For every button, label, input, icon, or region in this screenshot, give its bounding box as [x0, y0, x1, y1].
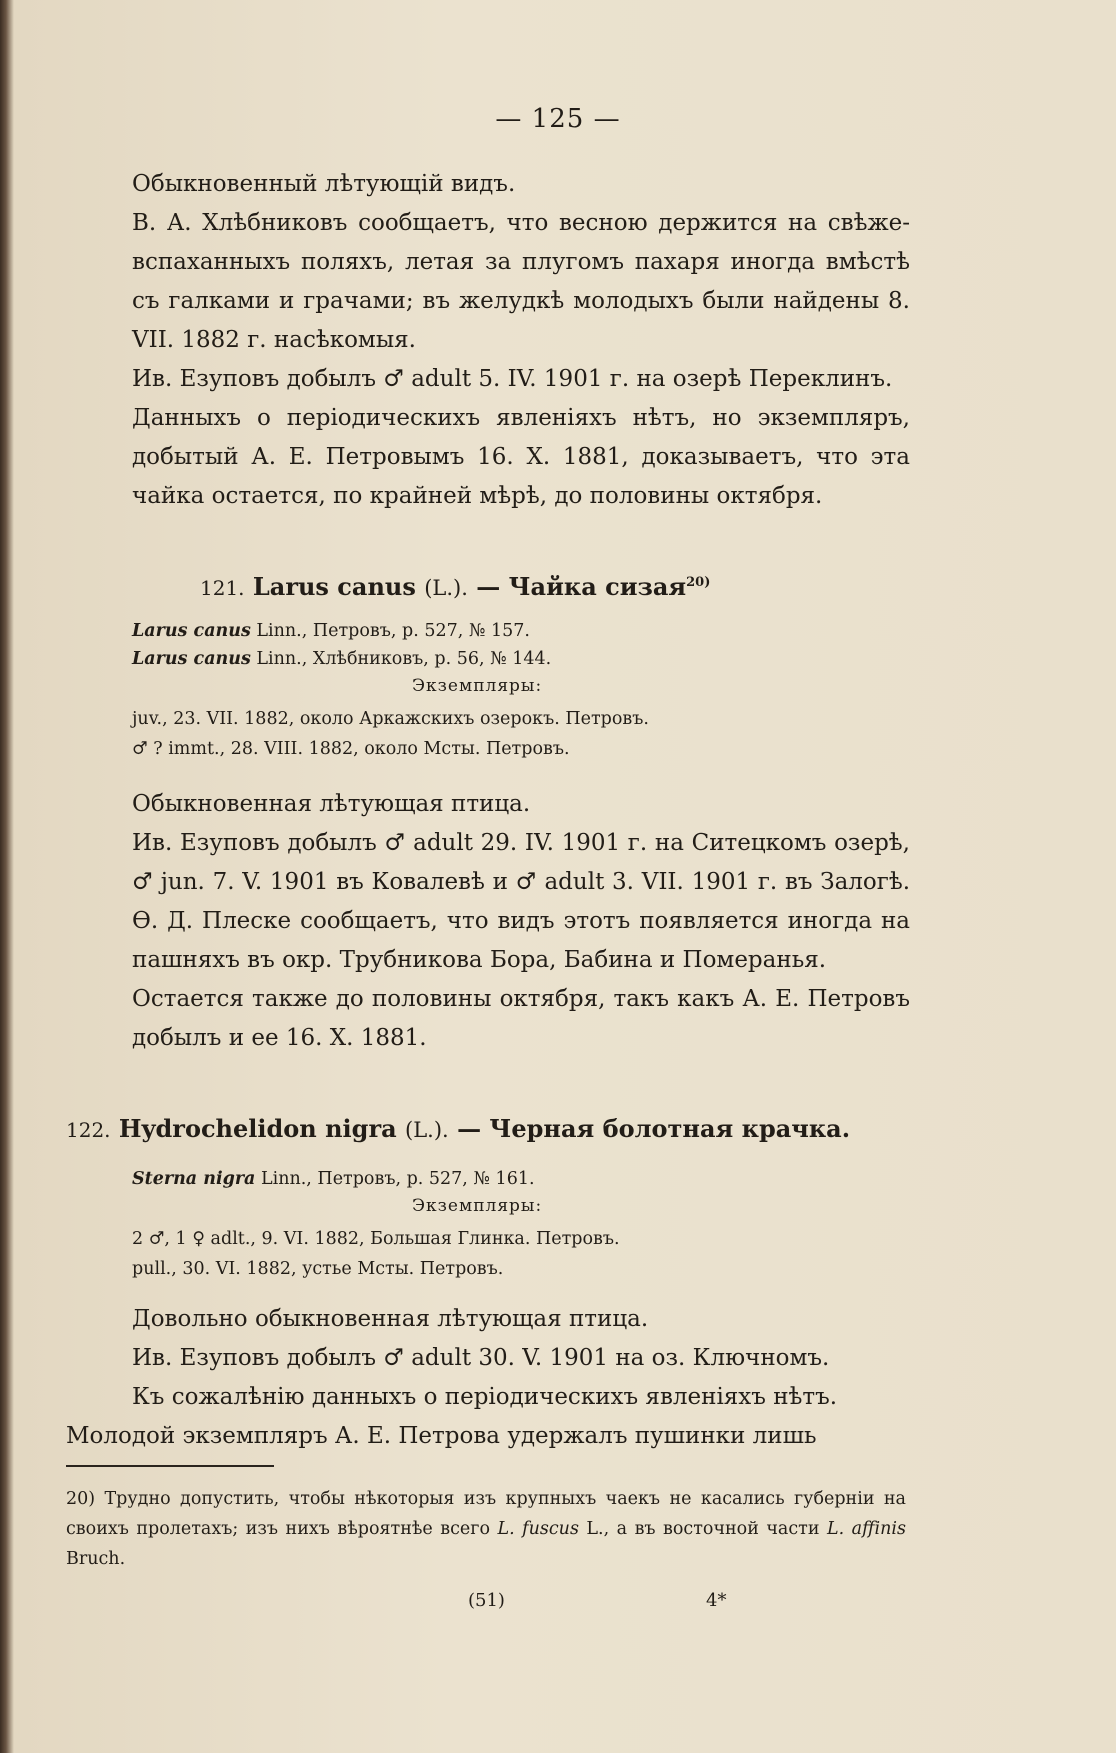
specimen-line: ♂ ? immt., 28. VIII. 1882, около Мсты. Петровъ. [132, 739, 570, 759]
synonym-line: Larus canus Linn., Хлѣбниковъ, р. 56, № 144. [132, 649, 552, 669]
paragraph: Остается также до половины октября, такъ какъ А. Е. Петровъ добылъ и ее 16. X. 1881. [132, 986, 910, 1051]
specimens-label: Экземпляры: [412, 676, 543, 696]
paragraph: Довольно обыкновенная лѣтующая птица. [132, 1306, 649, 1332]
paragraph: Ив. Езуповъ добылъ ♂ adult 30. V. 1901 на оз. Ключномъ. [132, 1345, 830, 1371]
footnote-rule [66, 1465, 274, 1467]
page-number: — 125 — [495, 104, 621, 134]
species-122-text-cont [66, 1417, 910, 1456]
footnote-ref: 20) [686, 575, 711, 590]
synonym-line: Larus canus Linn., Петровъ, р. 527, № 157. [132, 621, 530, 641]
paragraph: Къ сожалѣнію данныхъ о періодическихъ явленіяхъ нѣтъ. [132, 1384, 838, 1410]
intro-text [132, 165, 910, 516]
species-122-text [132, 1300, 910, 1417]
species-122-heading: 122. Hydrochelidon nigra (L.). — Черная болотная крачка. [66, 1114, 851, 1143]
signature-mark: (51) [468, 1590, 505, 1611]
footnote: 20) Трудно допустить, чтобы нѣкоторыя изъ крупныхъ чаекъ не касались губерніи на своихъ пролетахъ; изъ нихъ вѣроятнѣе всего L. fuscus L., а въ восточной части L. affinis Bruch. [66, 1489, 906, 1569]
paragraph: Ив. Езуповъ добылъ ♂ adult 5. IV. 1901 г. на озерѣ Переклинъ. [132, 366, 893, 392]
paragraph: Данныхъ о періодическихъ явленіяхъ нѣтъ, но экземпляръ, добытый А. Е. Петровымъ 16. X. 1881, доказываетъ, что эта чайка остается, по крайней мѣрѣ, до половины октября. [132, 405, 910, 509]
specimen-line: 2 ♂, 1 ♀ adlt., 9. VI. 1882, Большая Глинка. Петровъ. [132, 1229, 620, 1249]
specimens-label: Экземпляры: [412, 1196, 543, 1216]
paragraph: Молодой экземпляръ А. Е. Петрова удержалъ пушинки лишь [66, 1423, 817, 1449]
paragraph: Обыкновенный лѣтующій видъ. [132, 171, 516, 197]
species-121-text [132, 785, 910, 1058]
specimen-line: juv., 23. VII. 1882, около Аркажскихъ озерокъ. Петровъ. [132, 709, 649, 729]
synonym-line: Sterna nigra Linn., Петровъ, р. 527, № 161. [132, 1169, 535, 1189]
paragraph: Обыкновенная лѣтующая птица. [132, 791, 531, 817]
sheet-number: 4* [706, 1590, 727, 1611]
specimen-line: pull., 30. VI. 1882, устье Мсты. Петровъ. [132, 1259, 504, 1279]
paragraph: В. А. Хлѣбниковъ сообщаетъ, что весною держится на свѣже-вспаханныхъ поляхъ, летая за плугомъ пахаря иногда вмѣстѣ съ галками и грачами; въ желудкѣ молодыхъ были найдены 8. VII. 1882 г. насѣкомыя. [132, 210, 910, 353]
paragraph: Ив. Езуповъ добылъ ♂ adult 29. IV. 1901 г. на Ситецкомъ озерѣ, ♂ jun. 7. V. 1901 въ Ковалевѣ и ♂ adult 3. VII. 1901 г. въ Залогѣ. Ѳ. Д. Плеске сообщаетъ, что видъ этотъ появляется иногда на пашняхъ въ окр. Трубникова Бора, Бабина и Померанья. [132, 830, 910, 973]
species-121-heading: 121. Larus canus (L.). — Чайка сизая$^{20)}$ [200, 572, 711, 601]
